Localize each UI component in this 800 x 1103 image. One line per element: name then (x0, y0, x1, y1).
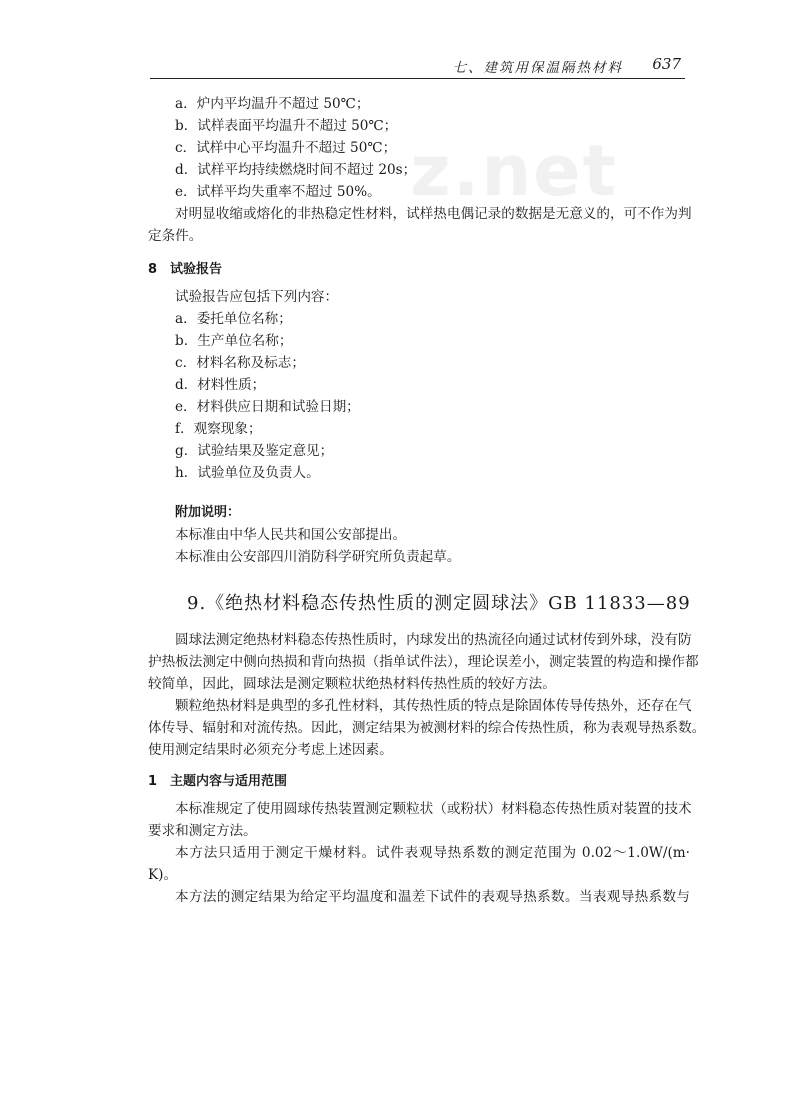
report-item: f．观察现象； (175, 421, 262, 437)
standard-title: 9.《绝热材料稳态传热性质的测定圆球法》GB 11833—89 (187, 593, 691, 614)
section-1-line: K)。 (148, 867, 178, 883)
page-number: 637 (652, 55, 681, 73)
appendix-line: 本标准由公安部四川消防科学研究所负责起草。 (175, 549, 461, 565)
note-paragraph-line: 对明显收缩或熔化的非热稳定性材料，试样热电偶记录的数据是无意义的，可不作为判 (175, 206, 692, 222)
report-item: h．试验单位及负责人。 (175, 465, 320, 481)
report-item: g．试验结果及鉴定意见； (175, 443, 334, 459)
section-8-heading: 8 试验报告 (148, 262, 223, 277)
intro-line: 使用测定结果时必须充分考虑上述因素。 (148, 742, 393, 758)
report-item: c．材料名称及标志； (175, 355, 305, 371)
intro-line: 体传导、辐射和对流传热。因此，测定结果为被测材料的综合传热性质，称为表观导热系数。 (148, 720, 706, 736)
appendix-heading: 附加说明： (175, 505, 241, 520)
criteria-item: d．试样平均持续燃烧时间不超过 20s； (175, 162, 417, 178)
intro-line: 护热板法测定中侧向热损和背向热损（指单试件法），理论误差小，测定装置的构造和操作都 (148, 654, 699, 670)
intro-line: 较简单，因此，圆球法是测定颗粒状绝热材料传热性质的较好方法。 (148, 676, 556, 692)
section-8-intro: 试验报告应包括下列内容： (175, 289, 339, 305)
running-header (150, 52, 685, 79)
intro-line: 圆球法测定绝热材料稳态传热性质时，内球发出的热流径向通过试材传到外球，没有防 (175, 632, 692, 648)
criteria-item: c．试样中心平均温升不超过 50℃； (175, 140, 397, 156)
criteria-item: b．试样表面平均温升不超过 50℃； (175, 118, 398, 134)
report-item: a．委托单位名称； (175, 311, 292, 327)
section-1-line: 本方法只适用于测定干燥材料。试件表观导热系数的测定范围为 0.02～1.0W/(m· (175, 845, 690, 861)
watermark: z.net (410, 130, 619, 212)
report-item: b．生产单位名称； (175, 333, 293, 349)
intro-line: 颗粒绝热材料是典型的多孔性材料，其传热性质的特点是除固体传导传热外，还存在气 (175, 698, 692, 714)
section-1-line: 要求和测定方法。 (148, 823, 257, 839)
section-1-line: 本方法的测定结果为给定平均温度和温差下试件的表观导热系数。当表观导热系数与 (175, 889, 690, 905)
criteria-item: e．试样平均失重率不超过 50%。 (175, 184, 381, 200)
running-header-title: 七、建筑用保温隔热材料 (452, 60, 623, 76)
report-item: d．材料性质； (175, 377, 266, 393)
note-paragraph-line: 定条件。 (148, 228, 203, 244)
section-1-heading: 1 主题内容与适用范围 (148, 774, 288, 789)
section-1-line: 本标准规定了使用圆球传热装置测定颗粒状（或粉状）材料稳态传热性质对装置的技术 (175, 801, 692, 817)
report-item: e．材料供应日期和试验日期； (175, 399, 360, 415)
criteria-item: a．炉内平均温升不超过 50℃； (175, 96, 370, 112)
appendix-line: 本标准由中华人民共和国公安部提出。 (175, 527, 407, 543)
